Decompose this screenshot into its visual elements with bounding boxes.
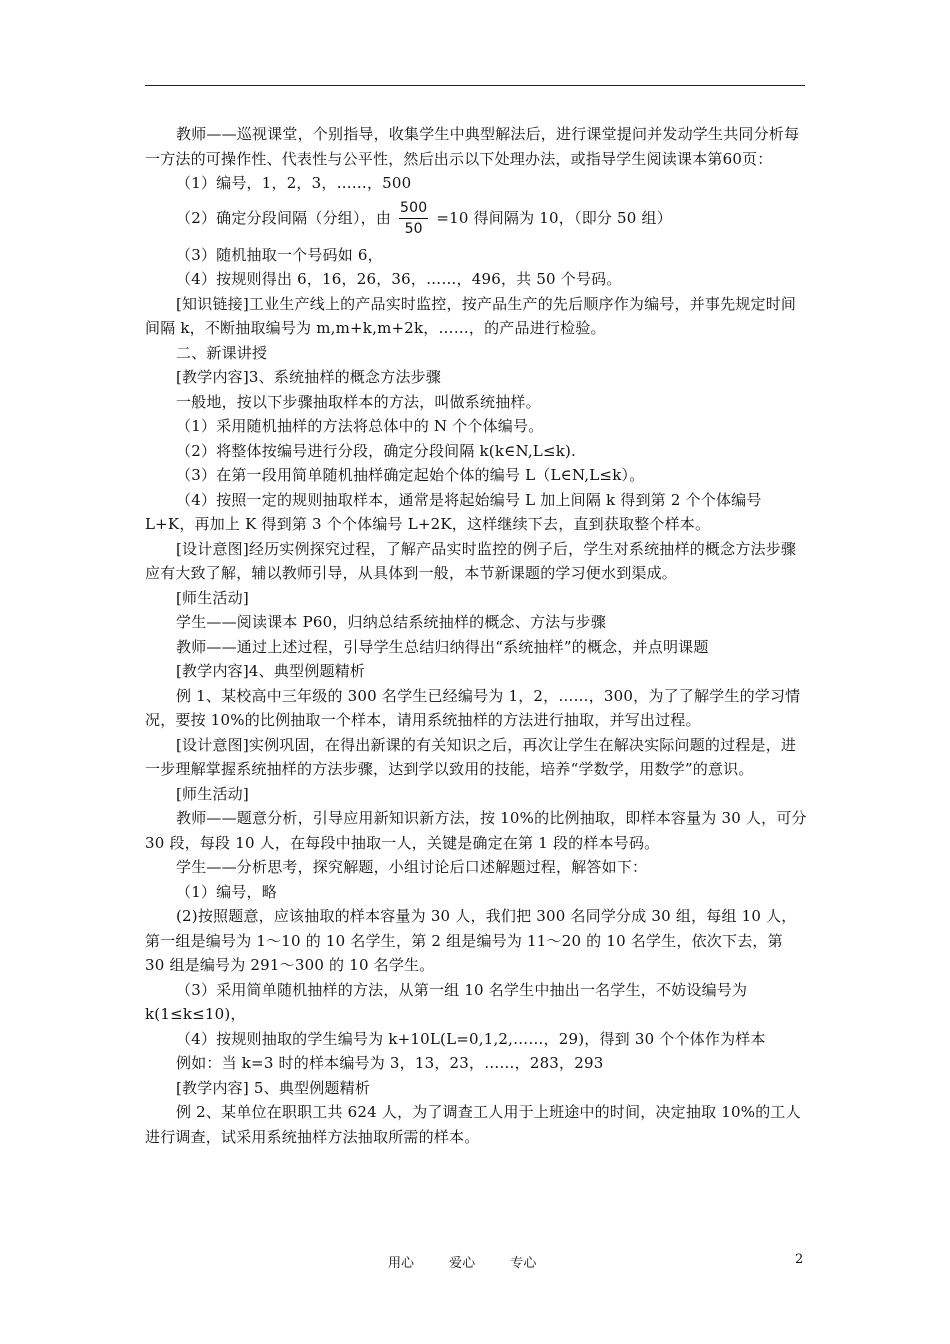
paragraph: （4）按照一定的规则抽取样本，通常是将起始编号 L 加上间隔 k 得到第 2 个个体编号 L+K，再加上 K 得到第 3 个个体编号 L+2K，这样继续下去，直到获取整个样本。: [145, 490, 762, 533]
paragraph: （3）采用简单随机抽样的方法，从第一组 10 名学生中抽出一名学生，不妨设编号为 k(1≤k≤10)，: [145, 980, 748, 1023]
footer-item: 用心: [388, 1256, 415, 1271]
paragraph: [教学内容]3、系统抽样的概念方法步骤: [176, 368, 442, 386]
page-footer: [0, 1252, 950, 1272]
paragraph: 教师——通过上述过程，引导学生总结归纳得出“系统抽样”的概念，并点明课题: [176, 637, 709, 656]
fraction-text-after: =10 得间隔为 10，（即分 50 组）: [436, 208, 672, 227]
paragraph: 教师——巡视课堂，个别指导，收集学生中典型解法后，进行课堂提问并发动学生共同分析每一方法的可操作性、代表性与公平性，然后出示以下处理办法，或指导学生阅读课本第60页：: [145, 125, 800, 168]
paragraph: 学生——阅读课本 P60，归纳总结系统抽样的概念、方法与步骤: [176, 613, 606, 631]
fraction-numerator: 500: [399, 199, 428, 219]
paragraph: （4）按规则得出 6，16，26，36，……，496，共 50 个号码。: [176, 270, 622, 288]
paragraph: 例如：当 k=3 时的样本编号为 3，13，23，……，283，293: [176, 1054, 604, 1072]
fraction-paragraph: [145, 199, 807, 239]
paragraph: [教学内容]4、典型例题精析: [176, 662, 366, 680]
paragraph: （1）编号，1，2，3，……，500: [176, 174, 412, 192]
footer-item: 专心: [510, 1256, 537, 1271]
paragraph: [教学内容] 5、典型例题精析: [176, 1078, 371, 1097]
header-rule: [145, 85, 805, 86]
paragraph: （1）采用随机抽样的方法将总体中的 N 个个体编号。: [176, 417, 544, 435]
footer-motto: [388, 1252, 567, 1271]
paragraph: 学生——分析思考，探究解题，小组讨论后口述解题过程，解答如下：: [176, 858, 648, 876]
fraction: [399, 199, 428, 239]
paragraph: 例 1、某校高中三年级的 300 名学生已经编号为 1，2，……，300，为了了解学生的学习情况，要按 10%的比例抽取一个样本，请用系统抽样的方法进行抽取，并写出过程。: [145, 686, 801, 729]
paragraph: （4）按规则抽取的学生编号为 k+10L(L=0,1,2,……，29)，得到 30 个个体作为样本: [176, 1029, 766, 1048]
footer-item: 爱心: [449, 1256, 476, 1271]
paragraph: [知识链接]工业生产线上的产品实时监控，按产品生产的先后顺序作为编号，并事先规定时间间隔 k，不断抽取编号为 m,m+k,m+2k，……，的产品进行检验。: [145, 294, 797, 337]
paragraph: （1）编号，略: [176, 882, 277, 901]
paragraph: (2)按照题意，应该抽取的样本容量为 30 人，我们把 300 名同学分成 30 组，每组 10 人，第一组是编号为 1～10 的 10 名学生，第 2 组是编号为 11～20 的 10 名学生，依次下去，第 30 组是编号为 291～300 的 10 名学生。: [145, 907, 797, 974]
paragraph: [师生活动]: [176, 784, 249, 803]
fraction-text-before: （2）确定分段间隔（分组），由: [176, 208, 392, 227]
paragraph: （2）将整体按编号进行分段，确定分段间隔 k(k∈N,L≤k).: [176, 441, 577, 460]
paragraph: [设计意图]经历实例探究过程，了解产品实时监控的例子后，学生对系统抽样的概念方法步骤应有大致了解，辅以教师引导，从具体到一般，本节新课题的学习便水到渠成。: [145, 539, 797, 582]
paragraph: 一般地，按以下步骤抽取样本的方法，叫做系统抽样。: [176, 392, 541, 411]
paragraph: （3）在第一段用简单随机抽样确定起始个体的编号 L（L∈N,L≤k）。: [176, 466, 645, 484]
paragraph: [师生活动]: [176, 588, 249, 607]
fraction-denominator: 50: [404, 220, 423, 237]
paragraph: 教师——题意分析，引导应用新知识新方法，按 10%的比例抽取，即样本容量为 30 人，可分 30 段，每段 10 人，在每段中抽取一人，关键是确定在第 1 段的样本号码。: [145, 809, 807, 852]
section-heading: 二、新课讲授: [176, 343, 268, 362]
page-number: 2: [795, 1252, 804, 1267]
paragraph: 例 2、某单位在职职工共 624 人，为了调查工人用于上班途中的时间，决定抽取 10%的工人进行调查，试采用系统抽样方法抽取所需的样本。: [145, 1103, 801, 1146]
paragraph: [设计意图]实例巩固，在得出新课的有关知识之后，再次让学生在解决实际问题的过程是，进一步理解掌握系统抽样的方法步骤，达到学以致用的技能，培养“学数学，用数学”的意识。: [145, 735, 797, 778]
document-body: [145, 122, 807, 1149]
paragraph: （3）随机抽取一个号码如 6，: [176, 245, 383, 264]
